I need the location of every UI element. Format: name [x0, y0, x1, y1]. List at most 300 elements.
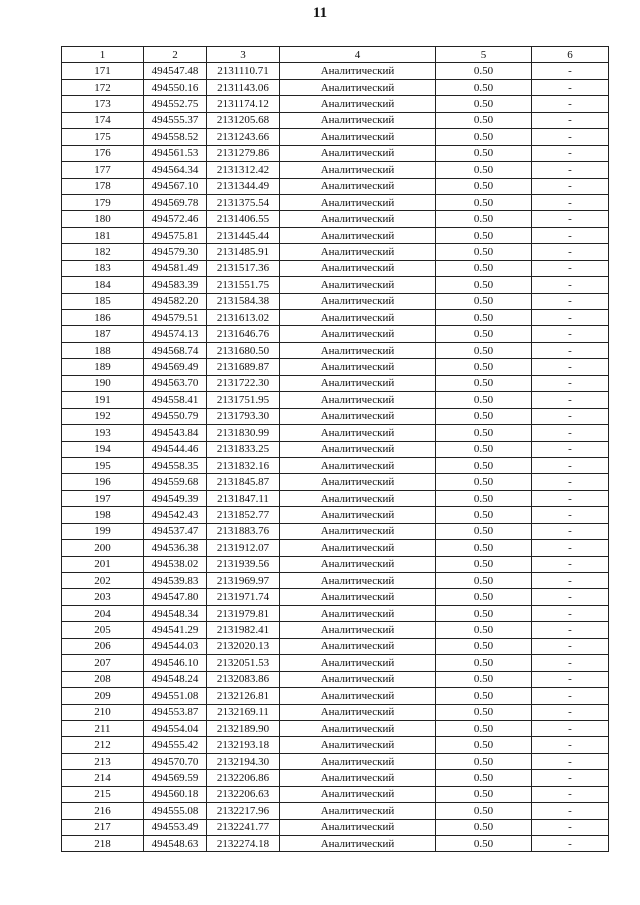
table-cell: Аналитический: [280, 408, 436, 424]
table-cell: 0.50: [436, 605, 532, 621]
table-cell: 216: [62, 803, 144, 819]
table-cell: -: [532, 704, 609, 720]
table-cell: Аналитический: [280, 836, 436, 852]
table-cell: Аналитический: [280, 540, 436, 556]
table-row: [62, 211, 609, 227]
table-cell: 2131833.25: [207, 441, 280, 457]
table-cell: 494543.84: [144, 425, 207, 441]
table-cell: 0.50: [436, 293, 532, 309]
table-cell: Аналитический: [280, 260, 436, 276]
table-cell: 2131174.12: [207, 96, 280, 112]
table-cell: 2131883.76: [207, 523, 280, 539]
table-cell: 214: [62, 770, 144, 786]
table-cell: 0.50: [436, 688, 532, 704]
table-cell: -: [532, 326, 609, 342]
table-cell: -: [532, 688, 609, 704]
table-cell: 494555.42: [144, 737, 207, 753]
table-row: [62, 178, 609, 194]
table-cell: 2131845.87: [207, 474, 280, 490]
table-cell: -: [532, 441, 609, 457]
table-cell: 183: [62, 260, 144, 276]
table-cell: 215: [62, 786, 144, 802]
table-cell: Аналитический: [280, 605, 436, 621]
table-cell: 494563.70: [144, 375, 207, 391]
table-cell: 0.50: [436, 589, 532, 605]
table-cell: -: [532, 523, 609, 539]
table-row: [62, 803, 609, 819]
table-row: [62, 490, 609, 506]
table-cell: 494583.39: [144, 277, 207, 293]
table-cell: Аналитический: [280, 589, 436, 605]
table-cell: -: [532, 96, 609, 112]
table-cell: 0.50: [436, 63, 532, 79]
table-cell: 494575.81: [144, 227, 207, 243]
table-cell: 209: [62, 688, 144, 704]
table-cell: 0.50: [436, 737, 532, 753]
table-cell: 207: [62, 655, 144, 671]
table-cell: 172: [62, 79, 144, 95]
table-cell: Аналитический: [280, 638, 436, 654]
table-cell: 494553.87: [144, 704, 207, 720]
table-cell: 0.50: [436, 655, 532, 671]
table-cell: 0.50: [436, 178, 532, 194]
table-row: [62, 359, 609, 375]
table-cell: 2131793.30: [207, 408, 280, 424]
table-cell: 0.50: [436, 112, 532, 128]
table-cell: Аналитический: [280, 244, 436, 260]
table-row: [62, 770, 609, 786]
table-cell: 2131243.66: [207, 129, 280, 145]
table-row: [62, 573, 609, 589]
table-cell: Аналитический: [280, 277, 436, 293]
table-cell: 0.50: [436, 145, 532, 161]
table-cell: -: [532, 819, 609, 835]
table-cell: 0.50: [436, 359, 532, 375]
table-row: [62, 194, 609, 210]
table-cell: 2131852.77: [207, 507, 280, 523]
table-row: [62, 540, 609, 556]
table-cell: 190: [62, 375, 144, 391]
table-body: [62, 63, 609, 852]
table-cell: 0.50: [436, 836, 532, 852]
table-cell: 2131485.91: [207, 244, 280, 260]
table-row: [62, 836, 609, 852]
table-cell: -: [532, 474, 609, 490]
table-row: [62, 474, 609, 490]
table-cell: Аналитический: [280, 786, 436, 802]
table-cell: 0.50: [436, 622, 532, 638]
table-cell: 2131445.44: [207, 227, 280, 243]
table-row: [62, 441, 609, 457]
table-cell: -: [532, 737, 609, 753]
table-cell: 208: [62, 671, 144, 687]
table-cell: Аналитический: [280, 507, 436, 523]
table-cell: -: [532, 145, 609, 161]
table-cell: Аналитический: [280, 753, 436, 769]
table-cell: 2131344.49: [207, 178, 280, 194]
table-cell: 494569.59: [144, 770, 207, 786]
table-cell: -: [532, 310, 609, 326]
table-cell: 2132169.11: [207, 704, 280, 720]
table-cell: 0.50: [436, 490, 532, 506]
table-cell: 177: [62, 162, 144, 178]
column-header: 4: [280, 47, 436, 63]
table-cell: 494555.08: [144, 803, 207, 819]
table-cell: 186: [62, 310, 144, 326]
coordinates-table: [61, 46, 609, 852]
table-cell: 185: [62, 293, 144, 309]
table-cell: 494561.53: [144, 145, 207, 161]
table-cell: Аналитический: [280, 342, 436, 358]
table-cell: 191: [62, 392, 144, 408]
table-cell: Аналитический: [280, 63, 436, 79]
table-cell: 194: [62, 441, 144, 457]
table-row: [62, 507, 609, 523]
table-cell: 494581.49: [144, 260, 207, 276]
table-cell: 494569.49: [144, 359, 207, 375]
table-cell: Аналитический: [280, 490, 436, 506]
table-cell: 2132194.30: [207, 753, 280, 769]
table-cell: 0.50: [436, 162, 532, 178]
table-cell: 2131832.16: [207, 457, 280, 473]
table-cell: 2131375.54: [207, 194, 280, 210]
table-cell: 494548.24: [144, 671, 207, 687]
table-cell: -: [532, 112, 609, 128]
table-cell: 210: [62, 704, 144, 720]
table-cell: 2131110.71: [207, 63, 280, 79]
table-cell: -: [532, 655, 609, 671]
table-cell: 0.50: [436, 326, 532, 342]
table-cell: 0.50: [436, 425, 532, 441]
table-cell: Аналитический: [280, 129, 436, 145]
table-cell: 2131912.07: [207, 540, 280, 556]
table-row: [62, 737, 609, 753]
table-cell: -: [532, 162, 609, 178]
table-cell: 2131613.02: [207, 310, 280, 326]
table-cell: Аналитический: [280, 112, 436, 128]
table-row: [62, 375, 609, 391]
table-cell: Аналитический: [280, 441, 436, 457]
table-cell: 0.50: [436, 260, 532, 276]
table-cell: Аналитический: [280, 79, 436, 95]
table-cell: 494550.16: [144, 79, 207, 95]
table-cell: 189: [62, 359, 144, 375]
table-cell: 0.50: [436, 211, 532, 227]
table-cell: 0.50: [436, 457, 532, 473]
table-cell: 0.50: [436, 408, 532, 424]
table-cell: -: [532, 589, 609, 605]
table-cell: 2131969.97: [207, 573, 280, 589]
table-cell: 187: [62, 326, 144, 342]
table-row: [62, 819, 609, 835]
table-cell: -: [532, 178, 609, 194]
table-cell: 0.50: [436, 720, 532, 736]
table-cell: 182: [62, 244, 144, 260]
table-cell: -: [532, 277, 609, 293]
table-cell: 206: [62, 638, 144, 654]
table-cell: 2131143.06: [207, 79, 280, 95]
table-row: [62, 260, 609, 276]
table-cell: 494546.10: [144, 655, 207, 671]
table-cell: Аналитический: [280, 310, 436, 326]
table-cell: 494569.78: [144, 194, 207, 210]
table-cell: -: [532, 753, 609, 769]
table-cell: 200: [62, 540, 144, 556]
table-cell: -: [532, 425, 609, 441]
table-cell: 0.50: [436, 573, 532, 589]
table-cell: -: [532, 244, 609, 260]
column-header: 1: [62, 47, 144, 63]
table-cell: 201: [62, 556, 144, 572]
table-cell: 0.50: [436, 474, 532, 490]
table-cell: 0.50: [436, 704, 532, 720]
table-row: [62, 688, 609, 704]
table-cell: Аналитический: [280, 457, 436, 473]
table-cell: 213: [62, 753, 144, 769]
table-cell: 494550.79: [144, 408, 207, 424]
table-cell: -: [532, 194, 609, 210]
table-cell: 173: [62, 96, 144, 112]
table-cell: 494537.47: [144, 523, 207, 539]
table-cell: Аналитический: [280, 573, 436, 589]
table-cell: Аналитический: [280, 556, 436, 572]
table-cell: 0.50: [436, 244, 532, 260]
table-cell: 2132241.77: [207, 819, 280, 835]
table-cell: Аналитический: [280, 655, 436, 671]
table-cell: 203: [62, 589, 144, 605]
table-cell: 2132051.53: [207, 655, 280, 671]
table-cell: 494574.13: [144, 326, 207, 342]
table-row: [62, 326, 609, 342]
table-cell: Аналитический: [280, 622, 436, 638]
table-cell: -: [532, 408, 609, 424]
table-cell: 494572.46: [144, 211, 207, 227]
table-cell: 217: [62, 819, 144, 835]
table-cell: 0.50: [436, 194, 532, 210]
table-cell: 0.50: [436, 671, 532, 687]
table-cell: 2131279.86: [207, 145, 280, 161]
table-cell: -: [532, 359, 609, 375]
table-cell: Аналитический: [280, 770, 436, 786]
table-cell: 2131205.68: [207, 112, 280, 128]
table-cell: 0.50: [436, 770, 532, 786]
table-cell: 494538.02: [144, 556, 207, 572]
table-cell: 195: [62, 457, 144, 473]
column-header: 6: [532, 47, 609, 63]
table-cell: -: [532, 79, 609, 95]
table-row: [62, 63, 609, 79]
table-cell: 494539.83: [144, 573, 207, 589]
table-cell: 0.50: [436, 129, 532, 145]
table-cell: 0.50: [436, 342, 532, 358]
table-cell: 174: [62, 112, 144, 128]
table-row: [62, 162, 609, 178]
table-cell: 2131517.36: [207, 260, 280, 276]
table-cell: -: [532, 490, 609, 506]
table-cell: 2131689.87: [207, 359, 280, 375]
table-cell: -: [532, 836, 609, 852]
table-cell: -: [532, 211, 609, 227]
table-cell: -: [532, 638, 609, 654]
table-cell: 494547.80: [144, 589, 207, 605]
table-row: [62, 457, 609, 473]
table-row: [62, 277, 609, 293]
table-cell: -: [532, 392, 609, 408]
table-cell: 494560.18: [144, 786, 207, 802]
table-cell: 0.50: [436, 96, 532, 112]
table-row: [62, 342, 609, 358]
table-cell: 2132217.96: [207, 803, 280, 819]
table-cell: 188: [62, 342, 144, 358]
table-cell: -: [532, 622, 609, 638]
column-header: 5: [436, 47, 532, 63]
table-cell: -: [532, 573, 609, 589]
page-number: 11: [312, 5, 328, 21]
table-cell: 2131939.56: [207, 556, 280, 572]
table-cell: 494555.37: [144, 112, 207, 128]
table-header-row: [62, 47, 609, 63]
table-cell: 494568.74: [144, 342, 207, 358]
table-cell: -: [532, 556, 609, 572]
table-cell: 178: [62, 178, 144, 194]
table-row: [62, 79, 609, 95]
table-cell: 2132189.90: [207, 720, 280, 736]
table-cell: 2132020.13: [207, 638, 280, 654]
table-cell: 494570.70: [144, 753, 207, 769]
table-cell: 0.50: [436, 79, 532, 95]
table-cell: 0.50: [436, 507, 532, 523]
table-cell: 494551.08: [144, 688, 207, 704]
table-cell: 494552.75: [144, 96, 207, 112]
table-cell: 2132083.86: [207, 671, 280, 687]
table-row: [62, 753, 609, 769]
table-cell: 494541.29: [144, 622, 207, 638]
table-cell: 199: [62, 523, 144, 539]
table-cell: Аналитический: [280, 178, 436, 194]
table-cell: 205: [62, 622, 144, 638]
table-cell: 494558.41: [144, 392, 207, 408]
table-cell: 0.50: [436, 227, 532, 243]
table-row: [62, 293, 609, 309]
table-cell: 494544.03: [144, 638, 207, 654]
table-row: [62, 145, 609, 161]
column-header: 2: [144, 47, 207, 63]
table-cell: Аналитический: [280, 688, 436, 704]
table-cell: -: [532, 227, 609, 243]
table-cell: 180: [62, 211, 144, 227]
table-cell: 494582.20: [144, 293, 207, 309]
table-cell: Аналитический: [280, 803, 436, 819]
table-row: [62, 227, 609, 243]
table-cell: 0.50: [436, 540, 532, 556]
table-cell: 0.50: [436, 786, 532, 802]
table-cell: Аналитический: [280, 145, 436, 161]
table-row: [62, 392, 609, 408]
table-cell: Аналитический: [280, 392, 436, 408]
table-row: [62, 589, 609, 605]
table-cell: Аналитический: [280, 720, 436, 736]
table-row: [62, 96, 609, 112]
table-cell: 171: [62, 63, 144, 79]
table-cell: Аналитический: [280, 293, 436, 309]
table-cell: -: [532, 293, 609, 309]
table-cell: 202: [62, 573, 144, 589]
table-cell: 179: [62, 194, 144, 210]
table-cell: 0.50: [436, 310, 532, 326]
table-cell: 197: [62, 490, 144, 506]
table-cell: 494542.43: [144, 507, 207, 523]
table-cell: 2131979.81: [207, 605, 280, 621]
table-cell: 2131982.41: [207, 622, 280, 638]
table-cell: 494547.48: [144, 63, 207, 79]
table-cell: -: [532, 507, 609, 523]
table-cell: 494564.34: [144, 162, 207, 178]
table-cell: Аналитический: [280, 96, 436, 112]
table-row: [62, 786, 609, 802]
table-cell: -: [532, 803, 609, 819]
table-cell: -: [532, 129, 609, 145]
table-cell: -: [532, 457, 609, 473]
table-cell: 175: [62, 129, 144, 145]
table-cell: 176: [62, 145, 144, 161]
table-cell: 0.50: [436, 441, 532, 457]
table-cell: 494553.49: [144, 819, 207, 835]
table-row: [62, 655, 609, 671]
table-cell: 212: [62, 737, 144, 753]
table-cell: 0.50: [436, 523, 532, 539]
table-cell: 2132193.18: [207, 737, 280, 753]
table-cell: -: [532, 605, 609, 621]
table-cell: -: [532, 540, 609, 556]
table-cell: 494548.63: [144, 836, 207, 852]
table-cell: Аналитический: [280, 227, 436, 243]
table-cell: 211: [62, 720, 144, 736]
table-cell: Аналитический: [280, 162, 436, 178]
table-cell: 0.50: [436, 638, 532, 654]
table-cell: 494579.51: [144, 310, 207, 326]
table-cell: 2131584.38: [207, 293, 280, 309]
table-cell: Аналитический: [280, 671, 436, 687]
table-cell: 0.50: [436, 803, 532, 819]
table-row: [62, 310, 609, 326]
table-cell: 2131847.11: [207, 490, 280, 506]
table-row: [62, 556, 609, 572]
table-cell: 494567.10: [144, 178, 207, 194]
table-cell: 494579.30: [144, 244, 207, 260]
table-row: [62, 425, 609, 441]
table-cell: -: [532, 770, 609, 786]
table-cell: Аналитический: [280, 359, 436, 375]
column-header: 3: [207, 47, 280, 63]
table-cell: 193: [62, 425, 144, 441]
table-row: [62, 704, 609, 720]
table-cell: 2131830.99: [207, 425, 280, 441]
table-cell: 494549.39: [144, 490, 207, 506]
table-cell: Аналитический: [280, 704, 436, 720]
table-cell: 494548.34: [144, 605, 207, 621]
table-cell: 2132206.63: [207, 786, 280, 802]
table-row: [62, 112, 609, 128]
table-cell: 0.50: [436, 753, 532, 769]
table-cell: 494536.38: [144, 540, 207, 556]
table-cell: 2132274.18: [207, 836, 280, 852]
table-cell: 494558.35: [144, 457, 207, 473]
table-cell: 184: [62, 277, 144, 293]
table-row: [62, 408, 609, 424]
table-cell: 2131406.55: [207, 211, 280, 227]
table-cell: Аналитический: [280, 523, 436, 539]
table-cell: 494559.68: [144, 474, 207, 490]
